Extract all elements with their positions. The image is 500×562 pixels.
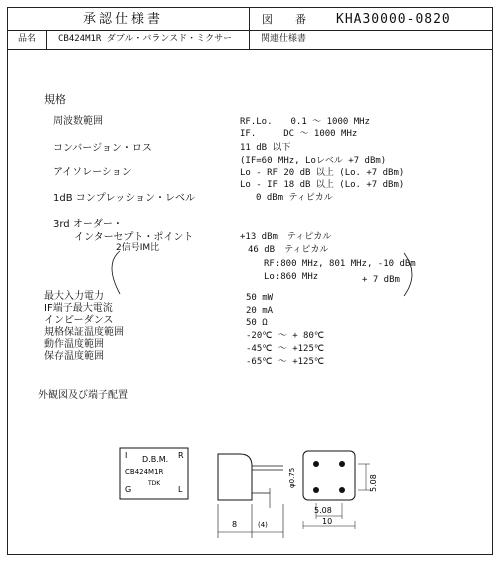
pin-label-g: G xyxy=(125,485,132,494)
product-name: CB424M1R ダブル・バランスド・ミクサー xyxy=(58,34,233,44)
side-view xyxy=(218,454,283,538)
intercept-label-1: 3rd オーダー・ xyxy=(53,219,123,230)
intercept-label-2: インターセプト・ポイント xyxy=(74,232,194,243)
conversion-loss-value-1: 11 dB 以下 xyxy=(240,143,291,153)
drawing-number-label: 図 番 xyxy=(262,13,306,26)
impedance-value: 50 Ω xyxy=(246,318,268,328)
related-spec-label: 関連仕様書 xyxy=(261,34,307,44)
pin-view-outline xyxy=(303,451,355,500)
impedance-label: インピーダンス xyxy=(44,315,114,326)
im-ratio-label: 2信号IM比 xyxy=(116,243,160,253)
pin-1 xyxy=(313,461,319,467)
max-input-value: 50 mW xyxy=(246,293,274,303)
document-title: 承認仕様書 xyxy=(83,12,164,27)
isolation-value-1: Lo - RF 20 dB 以上 (Lo. +7 dBm) xyxy=(240,168,405,178)
product-label: 品名 xyxy=(18,34,37,44)
side-view-body xyxy=(218,454,252,500)
dim-body-length: 8 xyxy=(232,520,238,529)
dim-lead-length: (4) xyxy=(258,521,268,529)
pin-4 xyxy=(339,487,345,493)
guaranteed-temp-label: 規格保証温度範囲 xyxy=(44,327,124,338)
operating-temp-value: -45℃ ～ +125℃ xyxy=(246,344,324,354)
dim-body-width: 10 xyxy=(322,517,333,526)
pin-3 xyxy=(313,487,319,493)
dim-pin-diameter: φ0.75 xyxy=(288,467,296,488)
outline-drawing xyxy=(8,8,494,556)
im-condition-3: + 7 dBm xyxy=(362,275,400,285)
spec-sheet xyxy=(7,7,493,555)
im-ratio-value: 46 dB ティピカル xyxy=(248,245,329,255)
pin-label-i: I xyxy=(125,451,128,460)
isolation-label: アイソレーション xyxy=(53,167,132,178)
freq-range-value-1: RF.Lo. 0.1 ～ 1000 MHz xyxy=(240,117,370,127)
compression-label: 1dB コンプレッション・レベル xyxy=(53,193,196,204)
freq-range-value-2: IF. DC ～ 1000 MHz xyxy=(240,129,358,139)
operating-temp-label: 動作温度範囲 xyxy=(44,339,104,350)
maker-text: TDK xyxy=(148,480,161,487)
max-input-label: 最大入力電力 xyxy=(44,291,104,302)
top-view xyxy=(120,448,188,499)
im-condition-1: RF:800 MHz, 801 MHz, -10 dBm xyxy=(264,259,416,269)
drawing-number: KHA30000-0820 xyxy=(336,12,451,27)
pin-label-l: L xyxy=(178,485,183,494)
dim-pin-height: 5.08 xyxy=(369,474,378,492)
spec-heading: 規格 xyxy=(44,93,66,106)
conversion-loss-value-2: (IF=60 MHz, Loレベル +7 dBm) xyxy=(240,156,387,166)
pin-label-r: R xyxy=(178,451,184,460)
if-current-value: 20 mA xyxy=(246,306,274,316)
freq-range-label: 周波数範囲 xyxy=(53,116,103,127)
guaranteed-temp-value: -20℃ ～ + 80℃ xyxy=(246,331,324,341)
if-current-label: IF端子最大電流 xyxy=(44,303,113,314)
pin-view xyxy=(288,451,378,529)
intercept-value: +13 dBm ティピカル xyxy=(240,232,332,242)
part-number-text: CB424M1R xyxy=(125,468,164,476)
conversion-loss-label: コンバージョン・ロス xyxy=(53,143,152,154)
pin-2 xyxy=(339,461,345,467)
dim-pin-pitch: 5.08 xyxy=(314,506,332,515)
storage-temp-value: -65℃ ～ +125℃ xyxy=(246,357,324,367)
outline-heading: 外観図及び端子配置 xyxy=(38,390,128,401)
brand-text: D.B.M. xyxy=(142,455,169,464)
compression-value: 0 dBm ティピカル xyxy=(256,193,333,203)
isolation-value-2: Lo - IF 18 dB 以上 (Lo. +7 dBm) xyxy=(240,180,405,190)
storage-temp-label: 保存温度範囲 xyxy=(44,351,104,362)
im-condition-2: Lo:860 MHz xyxy=(264,272,319,282)
